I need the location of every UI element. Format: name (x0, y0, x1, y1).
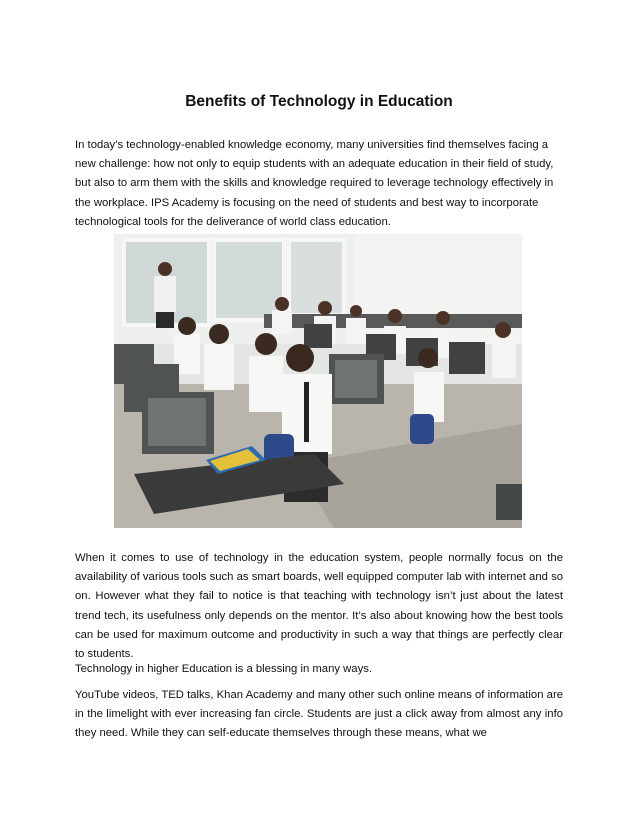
paragraph-intro: In today’s technology-enabled knowledge economy, many universities find themselves facing a new challenge: how not only to equip students with an adequate education in their field of study, but also to arm them with the skills and knowledge required to leverage technology effectively in the workplace. IPS Academy is focusing on the need of students and best way to incorporate technological tools for the deliverance of world class education. (75, 139, 554, 228)
computer-lab-photo (114, 234, 522, 528)
page-title: Benefits of Technology in Education (185, 93, 453, 110)
paragraph-blessing: Technology in higher Education is a blessing in many ways. (75, 663, 373, 675)
paragraph-technology-use: When it comes to use of technology in the education system, people normally focus on the availability of various tools such as smart boards, well equipped computer lab with internet and so on. However what they fail to notice is that teaching with technology isn’t just about the latest trend tech, its usefulness only depends on the mentor. It’s also about knowing how the best tools can be used for maximum outcome and productivity in such a way that things are perfectly clear to students. (75, 552, 563, 661)
paragraph-online-resources: YouTube videos, TED talks, Khan Academy and many other such online means of information are in the limelight with ever increasing fan circle. Students are just a click away from almost any info they need. While they can self-educate themselves through these means, what we (75, 689, 563, 740)
